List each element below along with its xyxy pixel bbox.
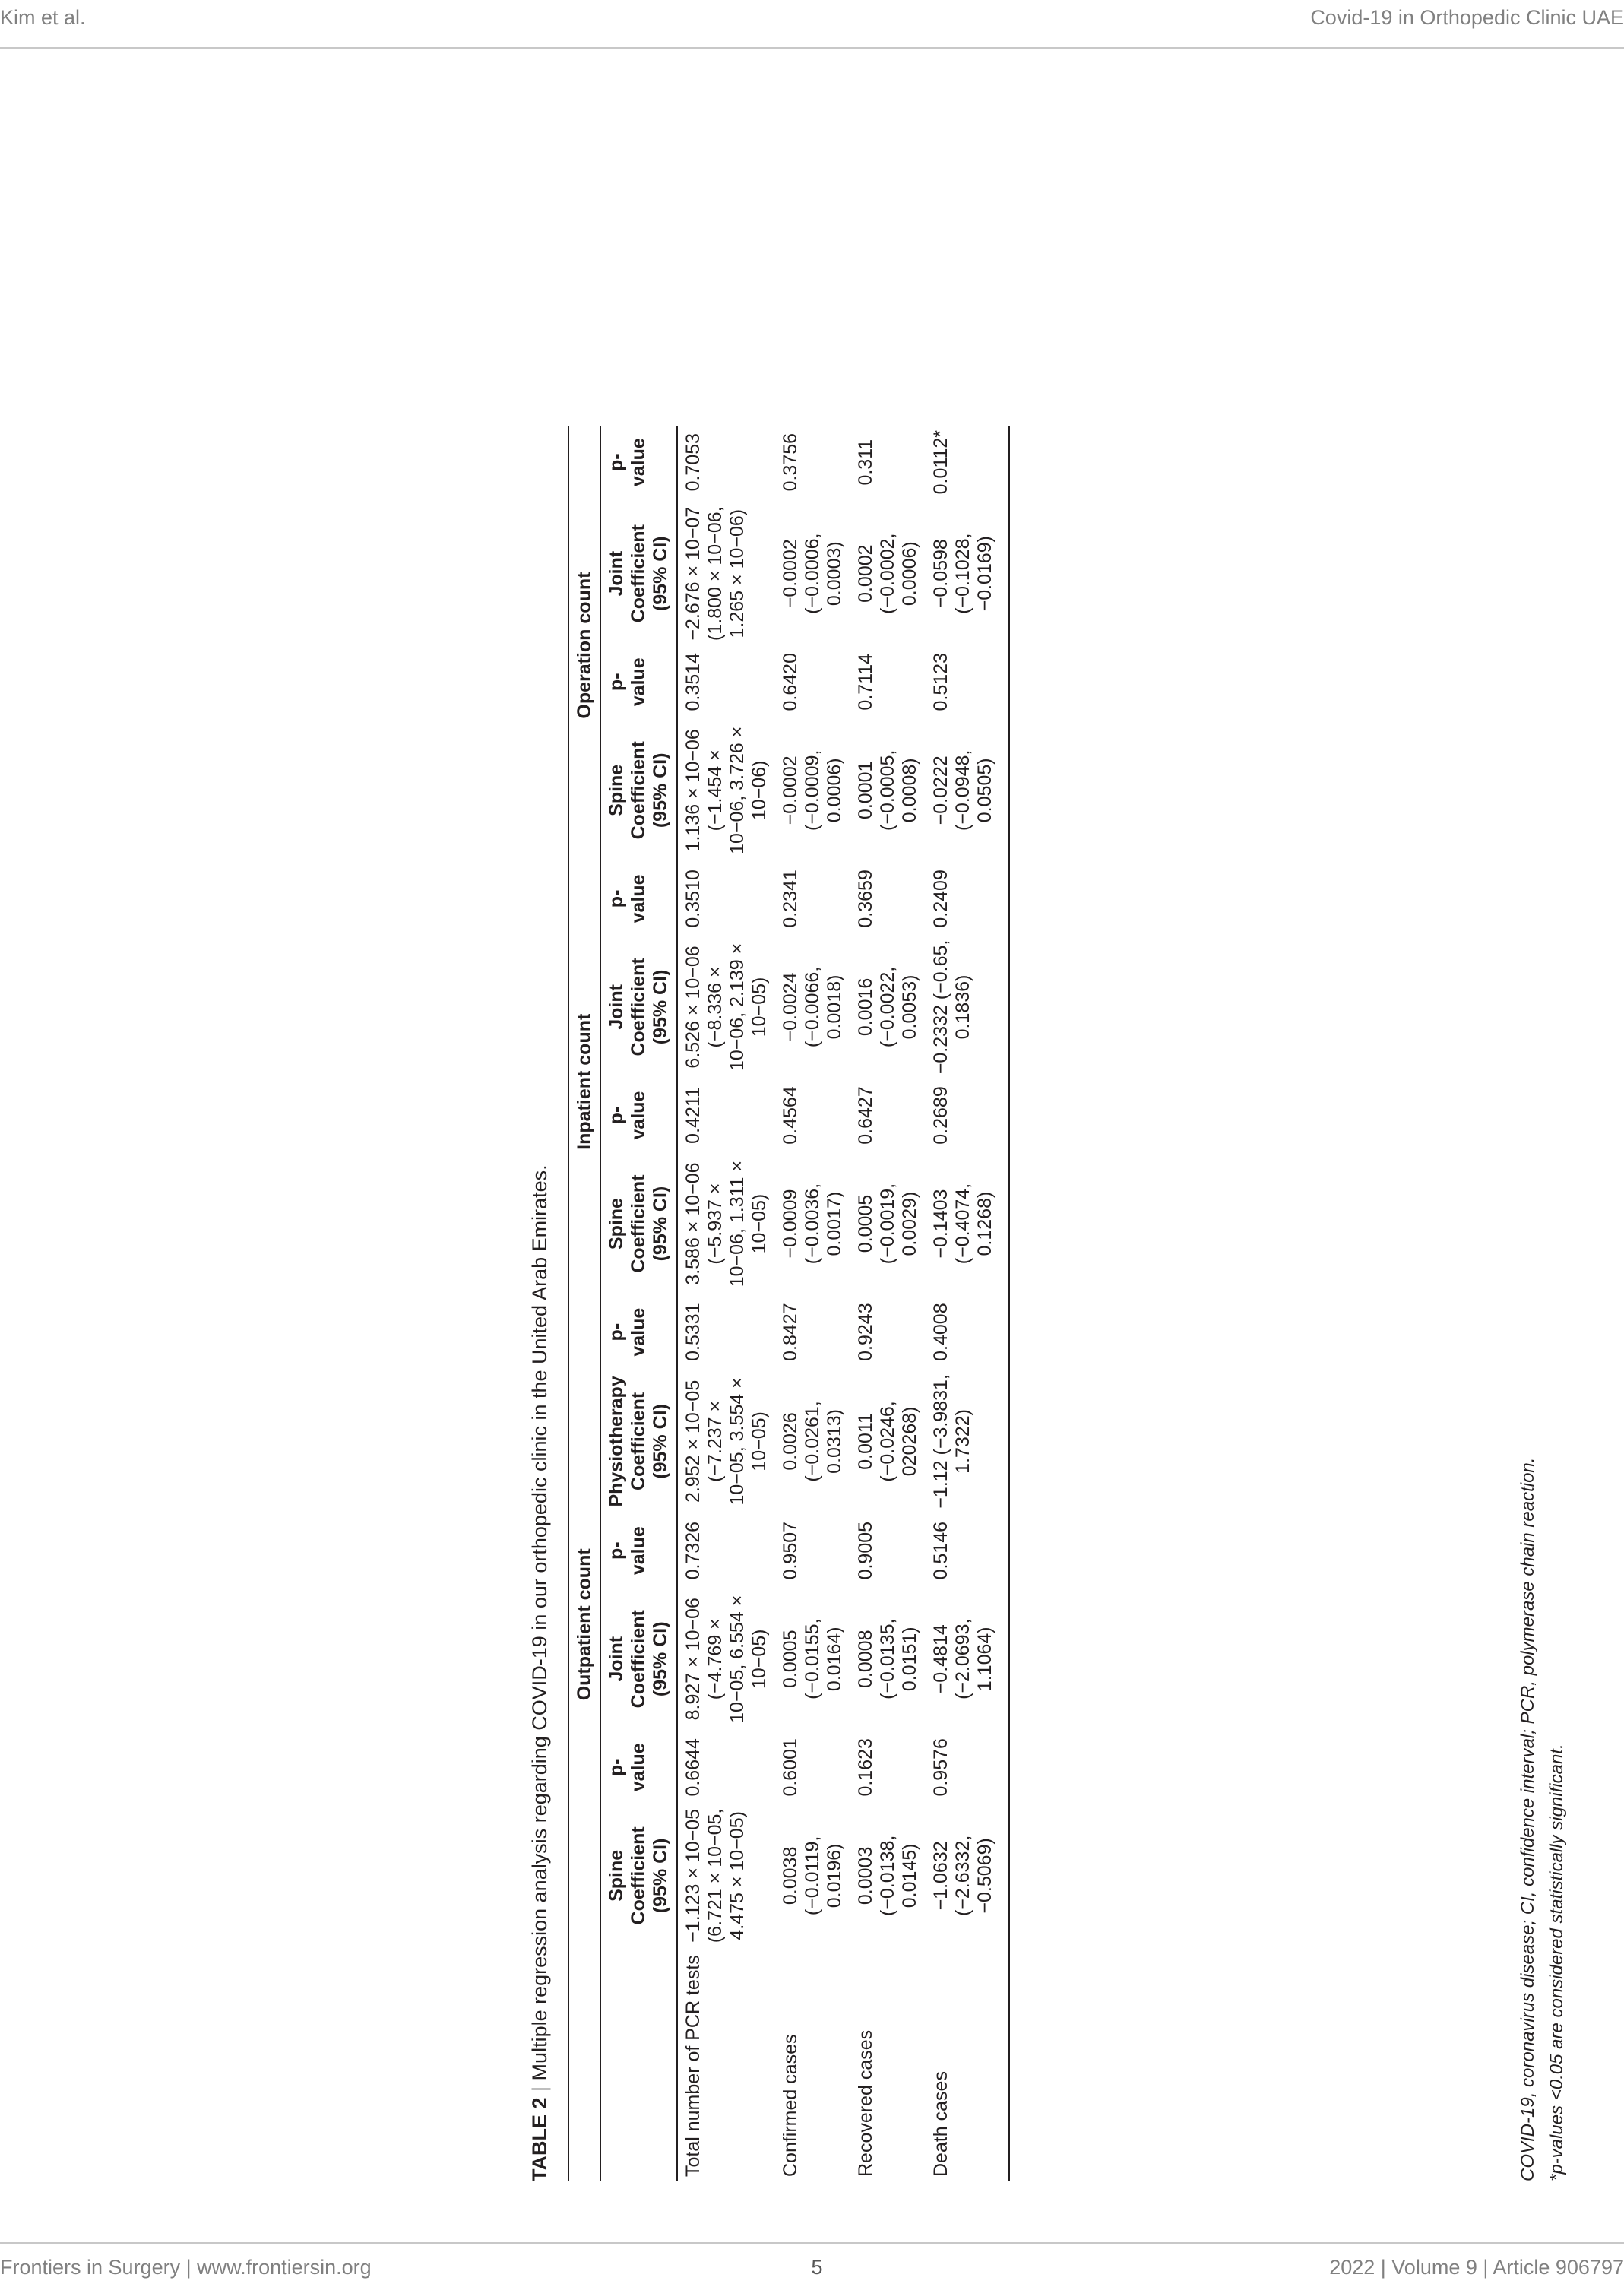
caption-separator: |: [528, 2086, 551, 2092]
table-cell: 0.1623: [855, 1738, 876, 1797]
table-cell: 1.136 × 10−06 (−1.454 × 10−06, 3.726 × 10−06): [682, 726, 770, 854]
table-row: [850, 426, 926, 2181]
table-label: TABLE 2: [528, 2097, 551, 2181]
col-op-spine-p: p-value: [601, 648, 678, 715]
row-label: Confirmed cases: [780, 2034, 801, 2177]
table-cell: 0.0005 (−0.0019, 0.0029): [855, 1183, 920, 1265]
table-cell: 0.7053: [682, 432, 704, 492]
table-cell: 0.0008 (−0.0135, 0.0151): [855, 1618, 920, 1699]
volume-footer: 2022 | Volume 9 | Article 906797: [1329, 2256, 1624, 2279]
table-cell: −0.1403 (−0.4074, 0.1268): [926, 1149, 1009, 1299]
table-cell: 0.9005: [855, 1521, 876, 1580]
group-inpatient: Inpatient count: [568, 865, 601, 1298]
col-out-spine: Spine Coefficient (95% CI): [601, 1801, 678, 1951]
table-cell: −0.0002 (−0.0006, 0.0003): [780, 533, 845, 614]
table-cell: −1.12 (−3.9831, 1.7322): [926, 1366, 1009, 1517]
table-cell: −0.0024 (−0.0066, 0.0018): [780, 966, 845, 1048]
col-out-joint-p: p-value: [601, 1517, 678, 1584]
table-caption: [528, 1164, 552, 2181]
table-cell: −2.676 × 10−07 (1.800 × 10−06, 1.265 × 10−06): [682, 506, 748, 641]
table-cell: −0.0598 (−0.1028, −0.0169): [926, 499, 1009, 648]
table-cell: −0.0009 (−0.0036, 0.0017): [780, 1183, 845, 1265]
table-cell: 0.9243: [855, 1303, 876, 1361]
table-row: [926, 426, 1009, 2181]
table-cell: 0.9507: [780, 1521, 801, 1580]
col-in-joint-p: p-value: [601, 865, 678, 932]
table-cell: 0.4211: [682, 1087, 704, 1144]
table-cell: 0.0005 (−0.0155, 0.0164): [780, 1618, 845, 1699]
table-cell: 0.9576: [926, 1734, 1009, 1801]
col-out-spine-p: p-value: [601, 1734, 678, 1801]
table-cell: −1.123 × 10−05 (6.721 × 10−05, 4.475 × 10−05): [682, 1808, 748, 1943]
table-row: [775, 426, 850, 2181]
table-cell: 8.927 × 10−06 (−4.769 × 10−05, 6.554 × 10−05): [682, 1595, 770, 1723]
table-cell: 0.5331: [682, 1303, 704, 1361]
table-cell: 0.0003 (−0.0138, 0.0145): [855, 1835, 920, 1917]
table-cell: 0.0016 (−0.0022, 0.0053): [855, 966, 920, 1048]
col-in-joint: Joint Coefficient (95% CI): [601, 933, 678, 1082]
rotated-table-block: [528, 8, 1624, 2181]
table-cell: 0.2409: [926, 865, 1009, 932]
col-op-joint-p: p-value: [601, 426, 678, 499]
table-cell: 0.0112*: [926, 426, 1009, 499]
table-footnote-significance: *p-values <0.05 are considered statistically significant.: [1546, 1744, 1567, 2181]
table-cell: 0.5123: [926, 648, 1009, 715]
table-cell: 0.6001: [780, 1738, 801, 1797]
table-cell: 0.4564: [780, 1086, 801, 1145]
table-cell: 6.526 × 10−06 (−8.336 × 10−06, 2.139 × 10−05): [682, 942, 770, 1072]
table-cell: 0.2341: [780, 870, 801, 928]
table-cell: 0.0026 (−0.0261, 0.0313): [780, 1401, 845, 1482]
table-cell: 0.0038 (−0.0119, 0.0196): [780, 1836, 845, 1916]
table-cell: 0.3756: [780, 432, 801, 492]
col-op-joint: Joint Coefficient (95% CI): [601, 499, 678, 648]
table-cell: 0.311: [855, 439, 876, 486]
table-cell: −0.2332 (−0.65, 0.1836): [926, 933, 1009, 1082]
group-outpatient: Outpatient count: [568, 1298, 601, 1950]
running-header-title: Covid-19 in Orthopedic Clinic UAE: [1310, 6, 1624, 29]
table-cell: 0.4008: [926, 1298, 1009, 1365]
footer-rule: [0, 2242, 1624, 2244]
col-in-spine-p: p-value: [601, 1082, 678, 1148]
col-op-spine: Spine Coefficient (95% CI): [601, 715, 678, 865]
table-cell: 0.6644: [682, 1738, 704, 1797]
table-cell: −0.0002 (−0.0009, 0.0006): [780, 749, 845, 831]
caption-text: Multiple regression analysis regarding COVID-19 in our orthopedic clinic in the United Arab Emirates.: [528, 1164, 551, 2081]
row-label: Recovered cases: [855, 2029, 876, 2177]
table-cell: 0.5146: [926, 1517, 1009, 1584]
col-in-spine: Spine Coefficient (95% CI): [601, 1149, 678, 1299]
group-header-row: [568, 426, 601, 2181]
table-cell: 0.3510: [682, 870, 704, 928]
table-cell: 0.6427: [855, 1086, 876, 1145]
table-row: [677, 426, 775, 2181]
table-cell: 0.3659: [855, 870, 876, 928]
table-cell: 0.6420: [780, 653, 801, 711]
col-out-physio: Physiotherapy Coefficient (95% CI): [601, 1366, 678, 1517]
table-cell: 0.0002 (−0.0002, 0.0006): [855, 533, 920, 614]
table-cell: 0.0001 (−0.0005, 0.0008): [855, 749, 920, 831]
table-cell: 0.2689: [926, 1082, 1009, 1148]
table-cell: 3.586 × 10−06 (−5.937 × 10−06, 1.311 × 10−05): [682, 1160, 770, 1288]
table-cell: 0.0011 (−0.0246, 020268): [855, 1401, 920, 1482]
running-header-authors: Kim et al.: [0, 6, 86, 29]
group-operation: Operation count: [568, 426, 601, 865]
row-label: Total number of PCR tests: [682, 1955, 704, 2177]
row-label: Death cases: [926, 1950, 1009, 2181]
col-out-physio-p: p-value: [601, 1298, 678, 1365]
table-cell: 0.8427: [780, 1303, 801, 1361]
table-cell: 0.3514: [682, 653, 704, 711]
col-out-joint: Joint Coefficient (95% CI): [601, 1584, 678, 1734]
table-cell: −0.4814 (−2.0693, 1.1064): [926, 1584, 1009, 1734]
table-cell: 2.952 × 10−05 (−7.237 × 10−05, 3.554 × 10−05): [682, 1377, 770, 1506]
table-cell: −0.0222 (−0.0948, 0.0505): [926, 715, 1009, 865]
column-header-row: [601, 426, 678, 2181]
table-cell: −1.0632 (−2.6332, −0.5069): [926, 1801, 1009, 1951]
table-cell: 0.7114: [855, 653, 876, 711]
regression-table: [568, 426, 1010, 2181]
page-number: 5: [811, 2256, 823, 2279]
table-cell: 0.7326: [682, 1521, 704, 1580]
journal-footer: Frontiers in Surgery | www.frontiersin.org: [0, 2256, 372, 2279]
table-footnote-abbreviations: COVID-19, coronavirus disease; CI, confidence interval; PCR, polymerase chain reaction.: [1518, 1457, 1538, 2181]
